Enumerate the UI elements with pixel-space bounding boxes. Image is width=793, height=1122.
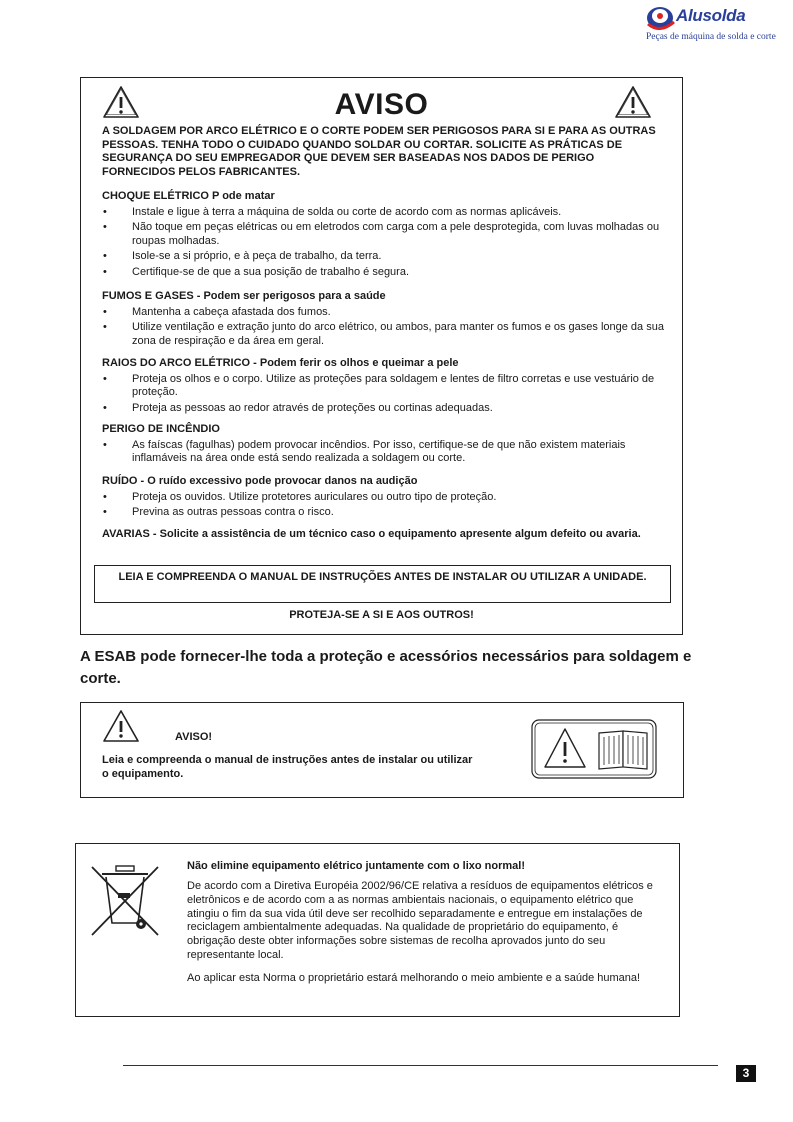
small-warning-title: AVISO! bbox=[175, 731, 213, 743]
list-item: • Previna as outras pessoas contra o risco. bbox=[102, 506, 668, 520]
list-item: • Instale e ligue à terra a máquina de solda ou corte de acordo com as normas aplicáveis. bbox=[102, 206, 668, 220]
weee-disposal-box bbox=[75, 843, 680, 1017]
section-raios-arco bbox=[102, 357, 668, 415]
weee-paragraph: De acordo com a Diretiva Européia 2002/96/CE relativa a resíduos de equipamentos elétricos e eletrônicos e de acordo com a as normas ambientais nacionais, o equipamento elétrico que atingiu o fim da sua vida útil deve ser recolhido separadamente e entregue em instalações de reciclagem ambientalmente adequadas. Na qualidade de proprietário do equipamento, é obrigação deste obter informações sobre sistemas de recolha aprovados junto do seu representante local. bbox=[187, 880, 653, 961]
aviso-title: AVISO bbox=[334, 88, 429, 121]
section-avarias bbox=[102, 528, 668, 542]
list-item: • Mantenha a cabeça afastada dos fumos. bbox=[102, 306, 668, 320]
page-number: 3 bbox=[736, 1065, 756, 1082]
list-item: • Não toque em peças elétricas ou em eletrodos com carga com a pele desprotegida, com luvas molhadas ou roupas molhadas. bbox=[102, 221, 668, 248]
protect-notice: PROTEJA-SE A SI E AOS OUTROS! bbox=[289, 609, 474, 621]
crossed-out-bin-icon bbox=[86, 861, 166, 943]
list-item: • Certifique-se de que a sua posição de trabalho é segura. bbox=[102, 266, 668, 280]
logo-emblem-icon bbox=[644, 4, 678, 32]
section-heading: FUMOS E GASES - Podem ser perigosos para a saúde bbox=[102, 290, 386, 302]
section-ruido bbox=[102, 475, 668, 520]
company-logo bbox=[642, 2, 792, 46]
list-item: • Utilize ventilação e extração junto do arco elétrico, ou ambos, para manter os fumos e os gases longe da sua zona de respiração e da área em geral. bbox=[102, 321, 668, 348]
list-item: • Proteja os olhos e o corpo. Utilize as proteções para soldagem e lentes de filtro corretas e use vestuário de proteção. bbox=[102, 373, 668, 400]
section-heading: RUÍDO - O ruído excessivo pode provocar danos na audição bbox=[102, 475, 418, 487]
esab-statement: A ESAB pode fornecer-lhe toda a proteção e acessórios necessários para soldagem e corte. bbox=[80, 648, 692, 687]
small-warning-box bbox=[80, 702, 684, 798]
list-item: • Proteja as pessoas ao redor através de proteções ou cortinas adequadas. bbox=[102, 402, 668, 416]
section-fumos-gases bbox=[102, 290, 668, 348]
warning-triangle-icon bbox=[101, 708, 141, 744]
logo-tagline: Peças de máquina de solda e corte bbox=[646, 32, 776, 42]
list-item: • As faíscas (fagulhas) podem provocar incêndios. Por isso, certifique-se de que não existem materiais inflamáveis na área onde está sendo realizada a soldagem ou corte. bbox=[102, 439, 668, 466]
section-heading: RAIOS DO ARCO ELÉTRICO - Podem ferir os olhos e queimar a pele bbox=[102, 357, 459, 369]
read-manual-icon bbox=[531, 719, 657, 779]
footer-divider bbox=[123, 1065, 718, 1066]
list-item: • Proteja os ouvidos. Utilize protetores auriculares ou outro tipo de proteção. bbox=[102, 491, 668, 505]
read-manual-notice: LEIA E COMPREENDA O MANUAL DE INSTRUÇÕES ANTES DE INSTALAR OU UTILIZAR A UNIDADE. bbox=[94, 565, 671, 603]
aviso-warning-box bbox=[80, 77, 683, 635]
section-choque-eletrico bbox=[102, 190, 668, 279]
list-item: • Isole-se a si próprio, e à peça de trabalho, da terra. bbox=[102, 250, 668, 264]
small-warning-text: Leia e compreenda o manual de instruções antes de instalar ou utilizar o equipamento. bbox=[102, 754, 473, 780]
section-heading: PERIGO DE INCÊNDIO bbox=[102, 423, 220, 435]
aviso-intro: A SOLDAGEM POR ARCO ELÉTRICO E O CORTE PODEM SER PERIGOSOS PARA SI E PARA AS OUTRAS PESSOAS. TENHA TODO O CUIDADO QUANDO SOLDAR OU CORTAR. SOLICITE AS PRÁTICAS DE SEGURANÇA DO SEU EMPREGADOR QUE DEVEM SER BASEADAS NOS DADOS DE PERIGO FORNECIDOS PELOS FABRICANTES. bbox=[102, 125, 656, 178]
logo-brand: Alusolda bbox=[676, 6, 746, 25]
weee-title: Não elimine equipamento elétrico juntamente com o lixo normal! bbox=[187, 860, 526, 872]
weee-paragraph: Ao aplicar esta Norma o proprietário estará melhorando o meio ambiente e a saúde humana! bbox=[187, 972, 641, 984]
section-heading: AVARIAS - Solicite a assistência de um técnico caso o equipamento apresente algum defeito ou avaria. bbox=[102, 528, 641, 540]
section-perigo-incendio bbox=[102, 423, 668, 466]
section-heading: CHOQUE ELÉTRICO P ode matar bbox=[102, 190, 275, 202]
